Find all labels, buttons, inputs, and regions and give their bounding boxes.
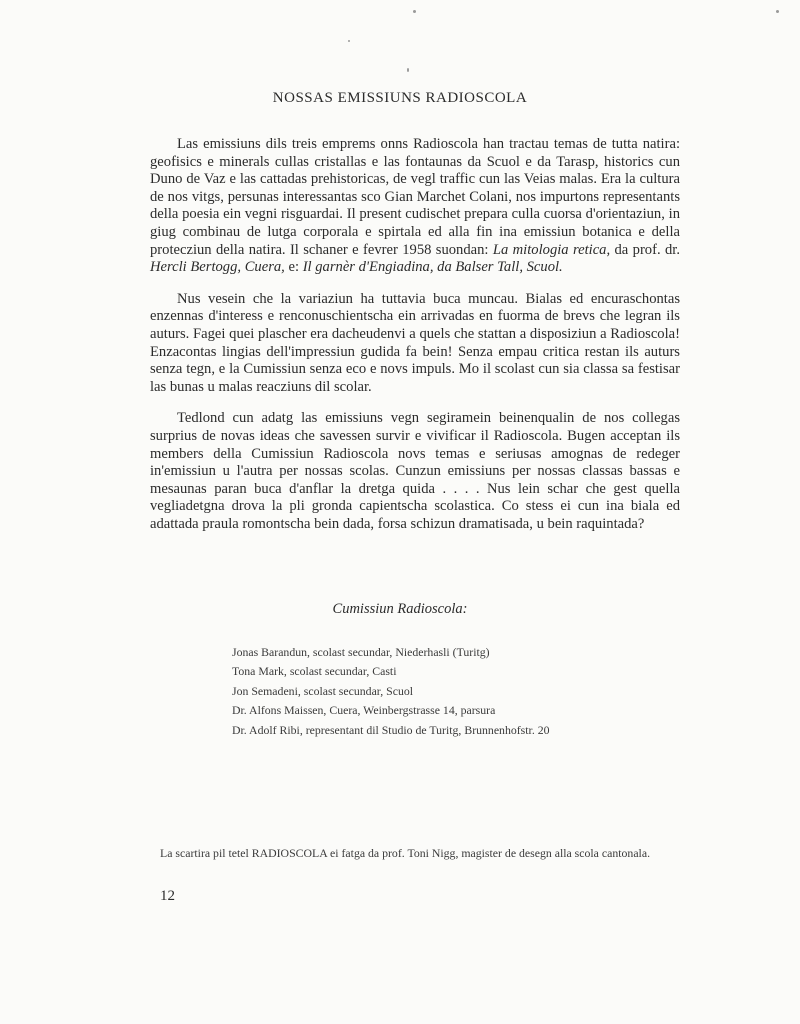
page-number: 12: [160, 888, 175, 904]
member-item: Dr. Alfons Maissen, Cuera, Weinbergstrasse 14, parsura: [232, 703, 496, 718]
author-1: Hercli Bertogg, Cuera,: [150, 259, 285, 276]
book-title-1: La mitologia retica,: [492, 241, 611, 258]
scan-speck: [776, 10, 779, 13]
scan-speck: [407, 68, 409, 72]
member-item: Jon Semadeni, scolast secundar, Scuol: [232, 683, 414, 698]
commission-heading: Cumissiun Radioscola:: [332, 601, 468, 617]
member-item: Tona Mark, scolast secundar, Casti: [232, 664, 397, 679]
paragraph-1-mid2: e:: [284, 259, 303, 276]
paragraph-1: [150, 136, 680, 277]
member-item: Jonas Barandun, scolast secundar, Niederhasli (Turitg): [232, 645, 490, 659]
paragraph-2: Nus vesein che la variaziun ha tuttavia buca muncau. Bialas ed encuraschontas enzennas d'interess e renconuschientscha ein arrivadas en fuorma de brevs che legran ils auturs. Fagei quei plascher era dacheudenvi a quels che stattan a disposiziun a Radioscola! Enzacontas lingias dell'impressiun gudida fa bein! Senza empau critica restan ils auturs senza tegn, e la Cumissiun senza eco e novs impuls. Mo il scolast cun sia classa sa festisar las bunas u malas reacziuns dil scolar.: [150, 290, 680, 395]
member-item: Dr. Adolf Ribi, representant dil Studio de Turitg, Brunnenhofstr. 20: [232, 722, 550, 737]
footnote: La scartira pil tetel RADIOSCOLA ei fatga da prof. Toni Nigg, magister de desegn alla scola cantonala.: [160, 846, 651, 860]
book-title-2: Il garnèr d'Engiadina, da Balser Tall, Scuol.: [302, 259, 563, 276]
paragraph-1-mid: da prof. dr.: [610, 241, 680, 258]
paragraph-1-text: Las emissiuns dils treis emprems onns Radioscola han tractau temas de tutta natira: geofisics e minerals cullas cristallas e las fontaunas da Scuol e da Tarasp, historics cun Duno de Vaz e las cattadas prehistoricas, de vegl traffic cun las Veias malas. Era la cultura de nos vitgs, persunas interessantas sco Gian Marchet Colani, nos impurtons representants della poesia ein vegni risguardai. Il present cudischet prepara culla cuorsa d'orientaziun, in giug combinau de lutga corporala e spirtala ed alla fin ina emissiun botanica e della protecziun della natira. Il schaner e fevrer 1958 suondan:: [150, 136, 680, 258]
scan-speck: [348, 40, 350, 42]
scan-speck: [413, 10, 416, 13]
members-list: [232, 643, 672, 740]
article-body: [150, 136, 680, 547]
paragraph-3: Tedlond cun adatg las emissiuns vegn segiramein beinenqualin de nos collegas surprius de novas ideas che savessen survir e vivificar il Radioscola. Bugen acceptan ils members della Cumissiun Radioscola novs temas e seriusas amognas de redeger in'emissiun u l'autra per nossas scolas. Cunzun emissiuns per nossas classas bassas e mesaunas paran buca d'anflar la dretga quida . . . . Nus lein schar che gest quella vegliadetgna drova la pli gronda capientscha scolastica. Co stess ei cun ina biala ed adattada praula romontscha bein dada, forsa schizun dramatisada, u bein raquintada?: [150, 410, 680, 532]
page-title: NOSSAS EMISSIUNS RADIOSCOLA: [272, 90, 528, 106]
